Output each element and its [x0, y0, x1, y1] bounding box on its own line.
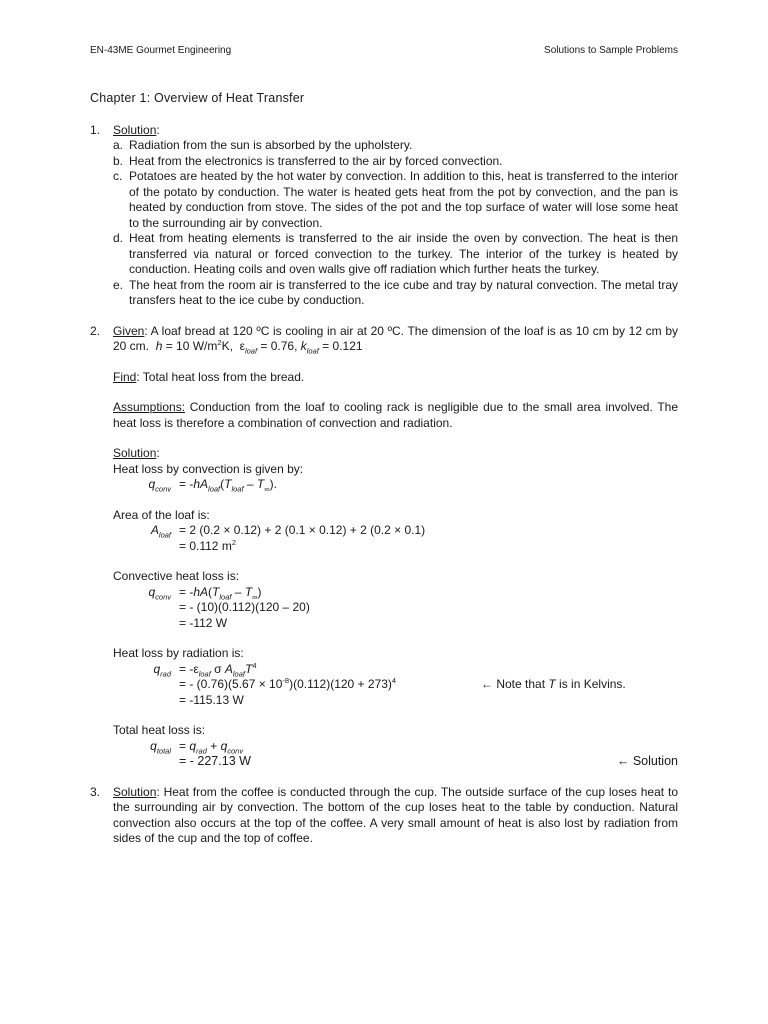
problem-3 [90, 785, 678, 847]
area-line-1: = 2 (0.2 × 0.12) + 2 (0.1 × 0.12) + 2 (0.2 × 0.1) [179, 523, 426, 537]
list-item-letter: a. [113, 138, 124, 152]
list-item-letter: c. [113, 169, 123, 183]
list-item-letter: d. [113, 231, 124, 245]
list-item [113, 138, 678, 154]
area-intro: Area of the loaf is: [113, 507, 210, 522]
chapter-title: Chapter 1: Overview of Heat Transfer [90, 91, 305, 105]
epsilon-value: = 0.76, [257, 339, 298, 353]
equation-qrad-sub: = - $(0.76)(5.67 \times 10^{-8})(0.112)(120 + 273)^4$ ← Note that T is in Kelvins. [179, 676, 626, 691]
given-text: : A loaf bread at 120 ºC is cooling in air at 20 ºC. The dimension of the loaf is as 10 cm by 12 cm by 20 cm. [113, 323, 678, 353]
problem-2 [90, 324, 678, 770]
list-item-text: Heat from heating elements is transferred to the air inside the oven by convection. The heat is then transferred via natural or forced convection to the turkey. The interior of the turkey is heated by conduction. Heating coils and oven walls give off radiation which further heats the turkey. [129, 231, 678, 276]
solution-label: Solution [113, 784, 157, 799]
given-statement: Given: A loaf bread at 120 ºC is cooling in air at 20 ºC. The dimension of the loaf is as 10 cm by 12 cm by 20 cm. h = 10 $W/m^2K$, $\varepsilon_{loaf} = 0.76$, $k_{loaf} = 0.121$ [113, 323, 678, 356]
note-prefix: ← Note that [481, 677, 549, 691]
problem-3-text [113, 785, 678, 847]
rad-line-3: = -115.13 W [179, 692, 244, 707]
list-item-letter: b. [113, 153, 124, 168]
rad-line-2a: = - (0.76)(5.67 × 10 [179, 677, 283, 691]
solution-label: Solution [113, 446, 157, 460]
assumptions-label: Assumptions: [113, 400, 186, 414]
convloss-line-3: = -112 W [179, 615, 228, 630]
solution-heading: Solution: [113, 446, 160, 460]
epsilon-subscript: loaf [244, 346, 258, 356]
solution-text: : Heat from the coffee is conducted through the cup. The outside surface of the cup loses heat to the surrounding air by convection. The bottom of the cup loses heat to the table by conduction. Natural convection also occurs at the top of the coffee. A very small amount of heat is also lost by radiation from sides of the cup and the top of coffee. [113, 784, 678, 845]
epsilon-symbol: ε [239, 339, 245, 353]
k-symbol: k [300, 339, 307, 353]
convloss-line-2: = - (10)(0.112)(120 – 20) [179, 600, 310, 614]
list-item [113, 231, 678, 278]
rad-line-2c: )(0.112)(120 + 273) [289, 677, 392, 691]
equation-qtotal-result [113, 754, 678, 770]
h-unit: K, [221, 339, 233, 353]
equation-qrad-result [113, 693, 678, 709]
problem-number: 3. [90, 784, 101, 799]
problem-1: 1. Solution: a. Radiation from the sun is absorbed by the upholstery. b. Heat from the electronics is transferred to the air by forced convection. c. Potatoes are heated by the hot water by convection. In addition to this, heat is transferred to the interior of the potato by conduction. The water is heated gets heat from the pot by convection, and the pan is heated by conduction from stove. The sides of the pot and the top surface of water will lose some heat to the surrounding air by convection. d. Heat from heating elements is transferred to the air inside the oven by convection. The heat is then transferred via natural or forced convection to the turkey. The interior of the turkey is heated by conduction. Heating coils and oven walls give off radiation which further heats the turkey. e. The heat from the room air is transferred to the ice cube and tray by natural convection. The metal tray transfers heat to the ice cube by conduction. [90, 122, 678, 307]
problem-1-items [113, 138, 678, 309]
equation-convloss-sub [113, 600, 678, 616]
equation-qtotal: $q_{total}$ = $q_{rad} + q_{conv}$ [150, 738, 244, 755]
k-subscript: loaf [306, 346, 319, 356]
equation-area-result: = 0.112 $m^2$ [179, 537, 236, 553]
h-value: = 10 W/m [162, 339, 218, 353]
total-intro: Total heat loss is: [113, 723, 206, 737]
area-line-2: = 0.112 m [179, 538, 232, 553]
solution-marker: ← Solution [616, 754, 678, 768]
document-title: Solutions to Sample Problems [544, 45, 678, 56]
list-item-text: Radiation from the sun is absorbed by the upholstery. [129, 138, 413, 152]
find-statement [113, 370, 678, 386]
page-body [90, 91, 678, 847]
find-text: : Total heat loss from the bread. [136, 369, 305, 384]
assumptions-statement [113, 400, 678, 431]
given-label: Given [113, 323, 145, 338]
list-item-text: Heat from the electronics is transferred to the air by forced convection. [129, 153, 503, 168]
list-item [113, 154, 678, 170]
radiation-intro: Heat loss by radiation is: [113, 646, 244, 660]
equation-convloss: $q_{conv}$ = $-hA(T_{loaf} - T_\infty)$ [148, 584, 262, 601]
equation-qconv: $q_{conv}$ = $-hA_{loaf}(T_{loaf} - T_\infty)$. [148, 477, 277, 494]
equation-convloss-result [113, 616, 678, 632]
h-symbol: h [155, 339, 163, 353]
rad-exponent: -8 [282, 676, 290, 685]
solution-label: Solution [113, 122, 157, 137]
note-T: T [548, 677, 556, 691]
note-suffix: is in Kelvins. [555, 677, 626, 691]
equation-area: $A_{loaf}$ = 2 (0.2 × 0.12) + 2 (0.1 × 0.12) + 2 (0.2 × 0.1) [150, 523, 426, 540]
list-item-letter: e. [113, 277, 124, 292]
find-label: Find [113, 369, 137, 384]
k-value: = 0.121 [318, 339, 363, 353]
list-item [113, 278, 678, 309]
list-item [113, 169, 678, 231]
course-title: EN-43ME Gourmet Engineering [90, 45, 232, 56]
problem-number: 1. [90, 122, 101, 137]
total-line-2: = - 227.13 W [179, 754, 251, 768]
convective-loss-intro: Convective heat loss is: [113, 569, 240, 583]
list-item-text: The heat from the room air is transferred to the ice cube and tray by natural convection. The metal tray transfers heat to the ice cube by conduction. [129, 277, 678, 307]
problem-number: 2. [90, 323, 101, 338]
convection-intro: Heat loss by convection is given by: [113, 461, 304, 476]
list-item-text: Potatoes are heated by the hot water by convection. In addition to this, heat is transferred to the interior of the potato by conduction. The water is heated gets heat from the pot by convection, and the pan is heated by conduction from stove. The sides of the pot and the top surface of water will lose some heat to the surrounding air by convection. [129, 169, 678, 230]
kelvin-note [481, 677, 626, 693]
assumptions-text: Conduction from the loaf to cooling rack is negligible due to the small area involved. The heat loss is therefore a combination of convection and radiation. [113, 400, 678, 430]
equation-qrad: $q_{rad}$ = $-\varepsilon_{loaf}$ σ $A_{loaf}T^4$ [153, 660, 257, 678]
